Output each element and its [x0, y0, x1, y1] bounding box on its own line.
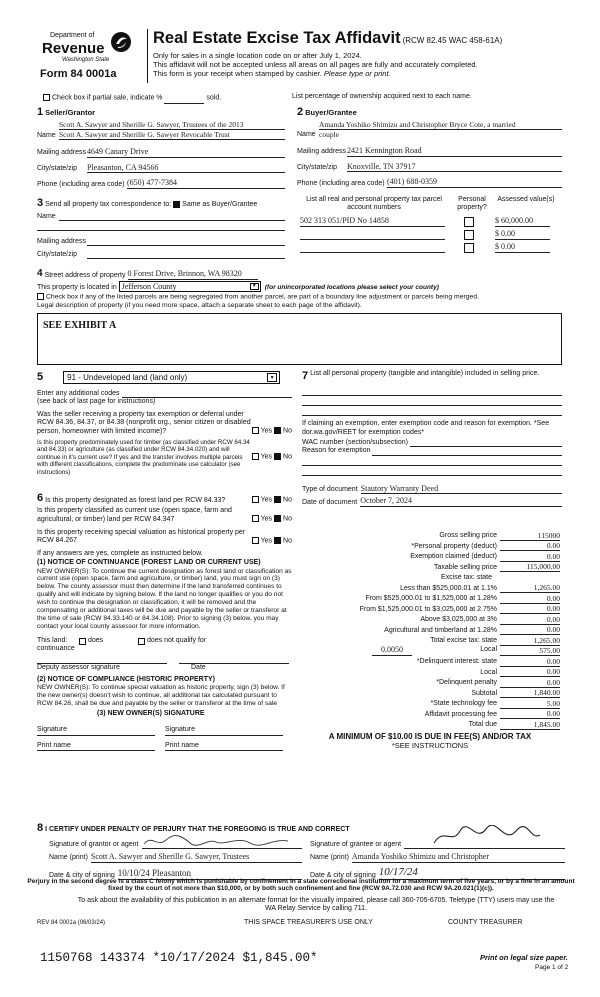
delinquent-penalty-field[interactable]: 0.00 — [500, 678, 560, 688]
addl-codes-note: (see back of last page for instructions) — [37, 398, 156, 406]
grantor-print-field[interactable]: Scott A. Sawyer and Sherille G. Sawyer, Trustees — [91, 852, 302, 863]
q2-no-label: No — [283, 453, 292, 461]
assessed-value-1[interactable]: $ 60,000.00 — [495, 216, 550, 227]
grantee-print-field[interactable]: Amanda Yoshiko Shimizu and Christopher — [352, 852, 565, 863]
historic-no-label: No — [283, 537, 292, 545]
certify-text: I CERTIFY UNDER PENALTY OF PERJURY THAT THE FOREGOING IS TRUE AND CORRECT — [45, 826, 350, 833]
current-use-yes-label: Yes — [260, 515, 273, 523]
county-value: Jefferson County — [121, 282, 177, 291]
header-line-1: Only for sales in a single location code on or after July 1, 2024. — [153, 50, 362, 60]
buyer-phone-label: Phone (including area code) — [297, 179, 385, 187]
seller-city-label: City/state/zip — [37, 164, 78, 172]
delinquent-interest-local-field[interactable]: 0.00 — [500, 667, 560, 677]
street-field[interactable]: 0 Forest Drive, Brinnon, WA 98320 — [128, 269, 258, 280]
tax-label: Affidavit processing fee — [424, 710, 497, 718]
grantee-print-label: Name (print) — [310, 854, 349, 862]
seller-phone-label: Phone (including area code) — [37, 180, 125, 188]
new-owner-sig-label-2: Signature — [165, 726, 195, 734]
q1-yes-label: Yes — [260, 427, 273, 435]
page-number: Page 1 of 2 — [535, 964, 569, 971]
tax-tier-3-field[interactable]: 0.00 — [500, 604, 560, 614]
land-use-select[interactable] — [63, 371, 280, 384]
parcel-col-header: List all real and personal property tax parcel account numbers — [306, 196, 442, 212]
taxable-price-field[interactable]: 115,000.00 — [500, 562, 560, 572]
wac-field[interactable] — [410, 439, 562, 447]
grantee-sig-label: Signature of grantee or agent — [310, 840, 402, 848]
notice-1-body: NEW OWNER(S): To continue the current designation as forest land or classification as current use (open space, farm and agriculture, or timber) land, you must sign on (3) below. The county assessor must then determine if the land transferred continues to qualify and will indicate by signing below. If the land no longer qualifies or you do not wish to continue the designation or classification, it will be removed and the compensating or additional taxes will be due and payable by the seller or transferor at the time of sale (RCW 84.33.140 or 84.34.108). Prior to signing (3) below, you may contact your local county assessor for more information. — [37, 567, 292, 630]
type-or-print: Please type or print. — [323, 68, 391, 78]
buyer-heading: Buyer/Grantee — [305, 108, 357, 117]
current-use-no-checkbox[interactable] — [274, 515, 281, 522]
personal-checkbox-3[interactable] — [464, 243, 474, 253]
buyer-mailing-field[interactable]: 2421 Kennington Road — [347, 146, 562, 157]
see-instructions-note: *SEE INSTRUCTIONS — [391, 741, 469, 751]
doc-type-field[interactable]: Stautory Warranty Deed — [361, 484, 562, 495]
parcel-number-3[interactable] — [300, 244, 445, 253]
partial-percent-field[interactable] — [164, 94, 204, 103]
current-use-no-label: No — [283, 515, 292, 523]
seller-phone-field[interactable]: (650) 477-7384 — [127, 178, 285, 189]
new-owner-sig-title: (3) NEW OWNER(S) SIGNATURE — [97, 710, 205, 718]
tax-label: Above $3,025,000 at 3% — [420, 616, 497, 624]
dor-swirl-icon — [110, 31, 132, 53]
county-label: This property is located in — [37, 283, 117, 291]
q2-yes-label: Yes — [260, 453, 273, 461]
doc-type-label: Type of document — [302, 485, 358, 493]
notice-2-title: (2) NOTICE OF COMPLIANCE (HISTORIC PROPERTY) — [37, 675, 215, 683]
county-note: (for unincorporated locations please select your county) — [264, 284, 439, 292]
q1-no-checkbox[interactable] — [274, 427, 281, 434]
seller-name-label: Name — [37, 131, 56, 139]
historic-yes-checkbox[interactable] — [252, 537, 259, 544]
reason-line-2[interactable] — [302, 456, 562, 466]
forest-question: Is this property designated as forest land per RCW 84.33? — [45, 496, 226, 504]
total-state-tax-field[interactable]: 1,265.00 — [500, 636, 560, 646]
form-number: Form 84 0001a — [40, 68, 117, 80]
tax-label: Exemption claimed (deduct) — [410, 553, 497, 561]
corr-city-field[interactable] — [87, 250, 285, 259]
new-owner-print-label-1: Print name — [37, 741, 71, 749]
seller-mailing-field[interactable]: 4649 Canary Drive — [87, 147, 285, 158]
reason-label: Reason for exemption — [302, 447, 371, 455]
buyer-name-line-2[interactable]: couple — [319, 130, 339, 140]
grantor-print-label: Name (print) — [49, 854, 88, 862]
tax-label: *Delinquent penalty — [436, 679, 497, 687]
local-label: Local — [480, 646, 497, 653]
buyer-name-line-1[interactable]: Amanda Yoshiko Shimizu and Christopher Bryce Cote, a married — [319, 120, 562, 130]
timber-question: Is this property predominately used for timber (as classified under RCW 84.34 and 84.33) or agriculture (as classified under RCW 84.34.020) and will continue in it's current use? If yes and the transfer involves multiple parcels with different classifications, complete the predominate use calculator (see instructions) — [37, 438, 250, 476]
partial-sale-row — [43, 94, 221, 104]
tax-tier-1-field[interactable]: 1,265.00 — [500, 583, 560, 593]
seller-city-field[interactable]: Pleasanton, CA 94566 — [87, 163, 285, 174]
historic-yes-label: Yes — [260, 537, 273, 545]
seller-mailing-label: Mailing address — [37, 149, 87, 157]
header — [40, 27, 570, 85]
parcel-table — [300, 196, 562, 253]
grantor-date-field[interactable]: 10/10/24 Pleasanton — [118, 868, 302, 880]
personal-property-line-3[interactable] — [302, 406, 562, 416]
personal-property-deduct-field[interactable]: 0.00 — [500, 541, 560, 551]
tax-label: Agricultural and timberland at 1.28% — [384, 626, 497, 634]
buyer-city-field[interactable]: Knoxville, TN 37917 — [347, 162, 562, 173]
tax-label: From $1,525,000.01 to $3,025,000 at 2.75% — [359, 605, 497, 613]
wac-label: WAC number (section/subsection) — [302, 438, 408, 446]
cashier-stamp: 1150768 143374 *10/17/2024 $1,845.00* — [40, 951, 318, 965]
personal-col-header: Personal property? — [457, 196, 487, 212]
tax-label: Subtotal — [471, 689, 497, 697]
does-checkbox[interactable] — [79, 638, 86, 645]
correspondence-label: Send all property tax correspondence to: — [45, 201, 172, 208]
continuance-label: continuance — [37, 645, 75, 653]
section-2-number: 2 — [297, 106, 304, 118]
does-not-label: does not qualify for — [147, 636, 207, 644]
tax-label: Less than $525,000.01 at 1.1% — [400, 584, 497, 592]
buyer-name-label: Name — [297, 130, 316, 138]
dor-logo — [40, 27, 145, 83]
buyer-section — [297, 106, 562, 188]
header-divider — [147, 29, 148, 83]
if-yes-note: If any answers are yes, complete as instructed below. — [37, 549, 203, 557]
land-use-value: 91 - Undeveloped land (land only) — [67, 373, 188, 382]
notice-2-body: NEW OWNER(S): To continue special valuation as historic property, sign (3) below. If the new owner(s) doesn't wish to continue, all additional tax calculated pursuant to RCW 84.26, shall be due and payable by the seller or transferor at the time of sale — [37, 684, 285, 708]
legal-desc-box[interactable] — [37, 313, 562, 365]
segregate-checkbox[interactable] — [37, 293, 44, 300]
q1-no-label: No — [283, 427, 292, 435]
tax-label: From $525,000.01 to $1,525,000 at 1.28% — [365, 595, 497, 603]
agricultural-tax-field[interactable]: 0.00 — [500, 625, 560, 635]
tax-label: Gross selling price — [439, 532, 497, 540]
treasurer-space-label: THIS SPACE TREASURER'S USE ONLY — [244, 919, 373, 926]
section-6 — [37, 492, 292, 751]
personal-checkbox-2[interactable] — [464, 230, 474, 240]
legal-desc-text: SEE EXHIBIT A — [43, 319, 117, 331]
delinquent-interest-state-field[interactable]: 0.00 — [500, 657, 560, 667]
personal-property-line-2[interactable] — [302, 396, 562, 406]
header-line-2: This affidavit will not be accepted unless all areas on all pages are fully and accurately completed. — [153, 59, 478, 69]
new-owner-sig-label-1: Signature — [37, 726, 67, 734]
personal-checkbox-1[interactable] — [464, 217, 474, 227]
tax-label: Taxable selling price — [433, 563, 497, 571]
county-treasurer-label: COUNTY TREASURER — [448, 919, 523, 926]
minimum-due-note: A MINIMUM OF $10.00 IS DUE IN FEE(S) AND/OR TAX — [328, 731, 532, 741]
buyer-mailing-label: Mailing address — [297, 148, 347, 156]
deputy-sig-label: Deputy assessor signature — [37, 663, 120, 671]
assessed-value-3[interactable]: $ 0.00 — [495, 242, 550, 253]
same-as-buyer-label: Same as Buyer/Grantee — [182, 201, 258, 208]
perjury-notice: Perjury in the second degree is a class C felony which is punishable by confinement in a state correctional institution for a maximum term of five years, or by a fine in an amount fixed by the court of not more than $10,000, or by both such confinement and fine (RCW 9A.72.030 and RCW 9A.20.021(1)(c)). — [27, 878, 575, 893]
current-use-question: Is this property classified as current use (open space, farm and agricultural, or timber) land per RCW 84.347 — [37, 507, 232, 523]
tax-table — [300, 530, 560, 750]
section-6-number: 6 — [37, 492, 44, 504]
grantee-date-label: Date & city of signing — [310, 871, 376, 879]
does-label: does — [88, 636, 104, 644]
grantee-signature[interactable] — [404, 837, 565, 849]
technology-fee-field[interactable]: 5.00 — [500, 699, 560, 709]
tax-label: *Delinquent interest: state — [416, 658, 497, 666]
assessed-value-2[interactable]: $ 0.00 — [495, 229, 550, 240]
dept-line: Department of — [50, 32, 95, 39]
q2-yes-checkbox[interactable] — [252, 453, 259, 460]
grantor-date-label: Date & city of signing — [49, 871, 115, 879]
dept-state: Washington State — [62, 57, 110, 63]
subtotal-field[interactable]: 1,840.00 — [500, 688, 560, 698]
buyer-city-label: City/state/zip — [297, 163, 338, 171]
local-rate-field[interactable]: 0.0050 — [372, 645, 412, 656]
tax-label: Total excise tax: state — [430, 637, 497, 645]
current-use-yes-checkbox[interactable] — [252, 515, 259, 522]
forest-no-checkbox[interactable] — [274, 496, 281, 503]
section-3-number: 3 — [37, 197, 44, 209]
title-block — [153, 29, 573, 78]
correspondence-section — [37, 197, 285, 259]
deputy-date-label: Date — [191, 663, 206, 671]
processing-fee-field[interactable]: 0.00 — [500, 709, 560, 719]
personal-property-label: List all personal property (tangible and intangible) included in selling price. — [310, 370, 540, 377]
seller-section — [37, 106, 285, 189]
section-7 — [302, 370, 562, 507]
buyer-phone-field[interactable]: (401) 688-0359 — [387, 177, 562, 188]
ownership-note: List percentage of ownership acquired next to each name. — [292, 93, 472, 100]
section-5-number: 5 — [37, 370, 44, 383]
corr-name-line-2[interactable] — [37, 221, 285, 231]
grantor-signature[interactable] — [142, 837, 302, 849]
corr-mailing-label: Mailing address — [37, 237, 87, 245]
exemption-deduct-field[interactable]: 0.00 — [500, 552, 560, 562]
reason-field[interactable] — [372, 448, 562, 456]
q2-no-checkbox[interactable] — [274, 453, 281, 460]
parcel-number-2[interactable] — [300, 231, 445, 240]
land-use-dropdown-icon[interactable]: ▼ — [267, 373, 277, 382]
gross-price-field[interactable]: 115000 — [500, 531, 560, 541]
historic-no-checkbox[interactable] — [274, 537, 281, 544]
county-dropdown-icon[interactable]: ▼ — [250, 283, 259, 290]
tax-tier-2-field[interactable]: 0.00 — [500, 594, 560, 604]
property-section — [37, 268, 567, 365]
corr-name-field[interactable] — [59, 212, 285, 221]
parcel-number-1[interactable]: 502 313 051/PID No 14858 — [300, 216, 445, 227]
assessed-col-header: Assessed value(s) — [497, 196, 555, 203]
seller-name-line-1[interactable]: Scott A. Sawyer and Sherille G. Sawyer, Trustees of the 2013 — [59, 120, 285, 130]
legal-desc-label: Legal description of property (if you need more space, attach a separate sheet to each page of the affidavit). — [37, 302, 362, 310]
section-8 — [37, 822, 567, 880]
street-label: Street address of property — [44, 271, 126, 279]
notice-1-title: (1) NOTICE OF CONTINUANCE (FOREST LAND OR CURRENT USE) — [37, 559, 261, 567]
corr-name-label: Name — [37, 212, 56, 220]
tax-label: Total due — [468, 721, 497, 729]
section-7-number: 7 — [302, 370, 309, 382]
forest-yes-label: Yes — [260, 496, 273, 504]
personal-property-line-1[interactable] — [302, 386, 562, 396]
tax-label: *State technology fee — [430, 700, 497, 708]
seller-name-line-2[interactable]: Scott A. Sawyer and Sherille G. Sawyer Revocable Trust — [59, 130, 285, 140]
dept-name: Revenue — [42, 40, 105, 57]
doc-date-label: Date of document — [302, 498, 358, 506]
header-line-3: This form is your receipt when stamped by cashier. — [153, 68, 322, 78]
reason-line-3[interactable] — [302, 466, 562, 476]
grantor-signature-scribble — [142, 834, 292, 848]
new-owner-print-label-2: Print name — [165, 741, 199, 749]
seller-heading: Seller/Grantor — [45, 108, 96, 117]
q1-yes-checkbox[interactable] — [252, 427, 259, 434]
county-select[interactable] — [119, 281, 261, 292]
same-as-buyer-checkbox[interactable] — [173, 201, 180, 208]
section-4-number: 4 — [37, 268, 43, 279]
tax-label: Local — [480, 668, 497, 676]
form-rcw: (RCW 82.45 WAC 458-61A) — [402, 36, 503, 45]
total-due-field[interactable]: 1,845.00 — [500, 720, 560, 730]
corr-mailing-field[interactable] — [87, 237, 285, 246]
tax-label: *Personal property (deduct) — [411, 542, 497, 550]
addl-codes-label: Enter any additional codes — [37, 390, 120, 397]
exemption-question: Was the seller receiving a property tax exemption or deferral under RCW 84.36, 84.37, or 84.38 (nonprofit org., senior citizen or disabled person, homeowner with limited income)? — [37, 410, 251, 435]
corr-city-label: City/state/zip — [37, 250, 78, 258]
this-land-label: This land: — [37, 636, 68, 644]
local-tax-field[interactable]: 575.00 — [500, 646, 560, 656]
partial-sold-label: sold. — [206, 94, 222, 102]
grantor-sig-label: Signature of grantor or agent — [49, 840, 139, 848]
tax-tier-4-field[interactable]: 0.00 — [500, 615, 560, 625]
revision-code: REV 84 0001a (06/03/24) — [37, 920, 106, 926]
section-5 — [37, 370, 292, 476]
section-1-number: 1 — [37, 106, 44, 118]
doc-date-field[interactable]: October 7, 2024 — [360, 496, 562, 507]
forest-no-label: No — [283, 496, 292, 504]
does-not-checkbox[interactable] — [138, 638, 145, 645]
form-title: Real Estate Excise Tax Affidavit — [153, 29, 401, 47]
partial-sale-checkbox[interactable] — [43, 94, 50, 101]
legal-paper-note: Print on legal size paper. — [480, 953, 568, 962]
segregate-label: Check box if any of the listed parcels are being segregated from another parcel, are part of a boundary line adjustment or parcels being merged. — [46, 293, 479, 301]
exemption-label: If claiming an exemption, enter exemption code and reason for exemption. *See dor.wa.gov/REET for exemption codes* — [302, 420, 550, 436]
availability-notice: To ask about the availability of this publication in an alternate format for the visually impaired, please call 360-705-6705. Teletype (TTY) users may use the WA Relay Service by calling 711. — [77, 897, 555, 913]
historic-question: Is this property receiving special valuation as historical property per RCW 84.267 — [37, 528, 246, 545]
tax-label: Excise tax: state — [441, 574, 492, 582]
grantee-signature-scribble — [404, 825, 544, 847]
grantee-date-field[interactable]: 10/17/24 — [379, 866, 565, 880]
forest-yes-checkbox[interactable] — [252, 496, 259, 503]
partial-sale-label: Check box if partial sale, indicate % — [52, 94, 163, 102]
addl-codes-field[interactable] — [122, 390, 293, 398]
section-8-number: 8 — [37, 822, 44, 834]
